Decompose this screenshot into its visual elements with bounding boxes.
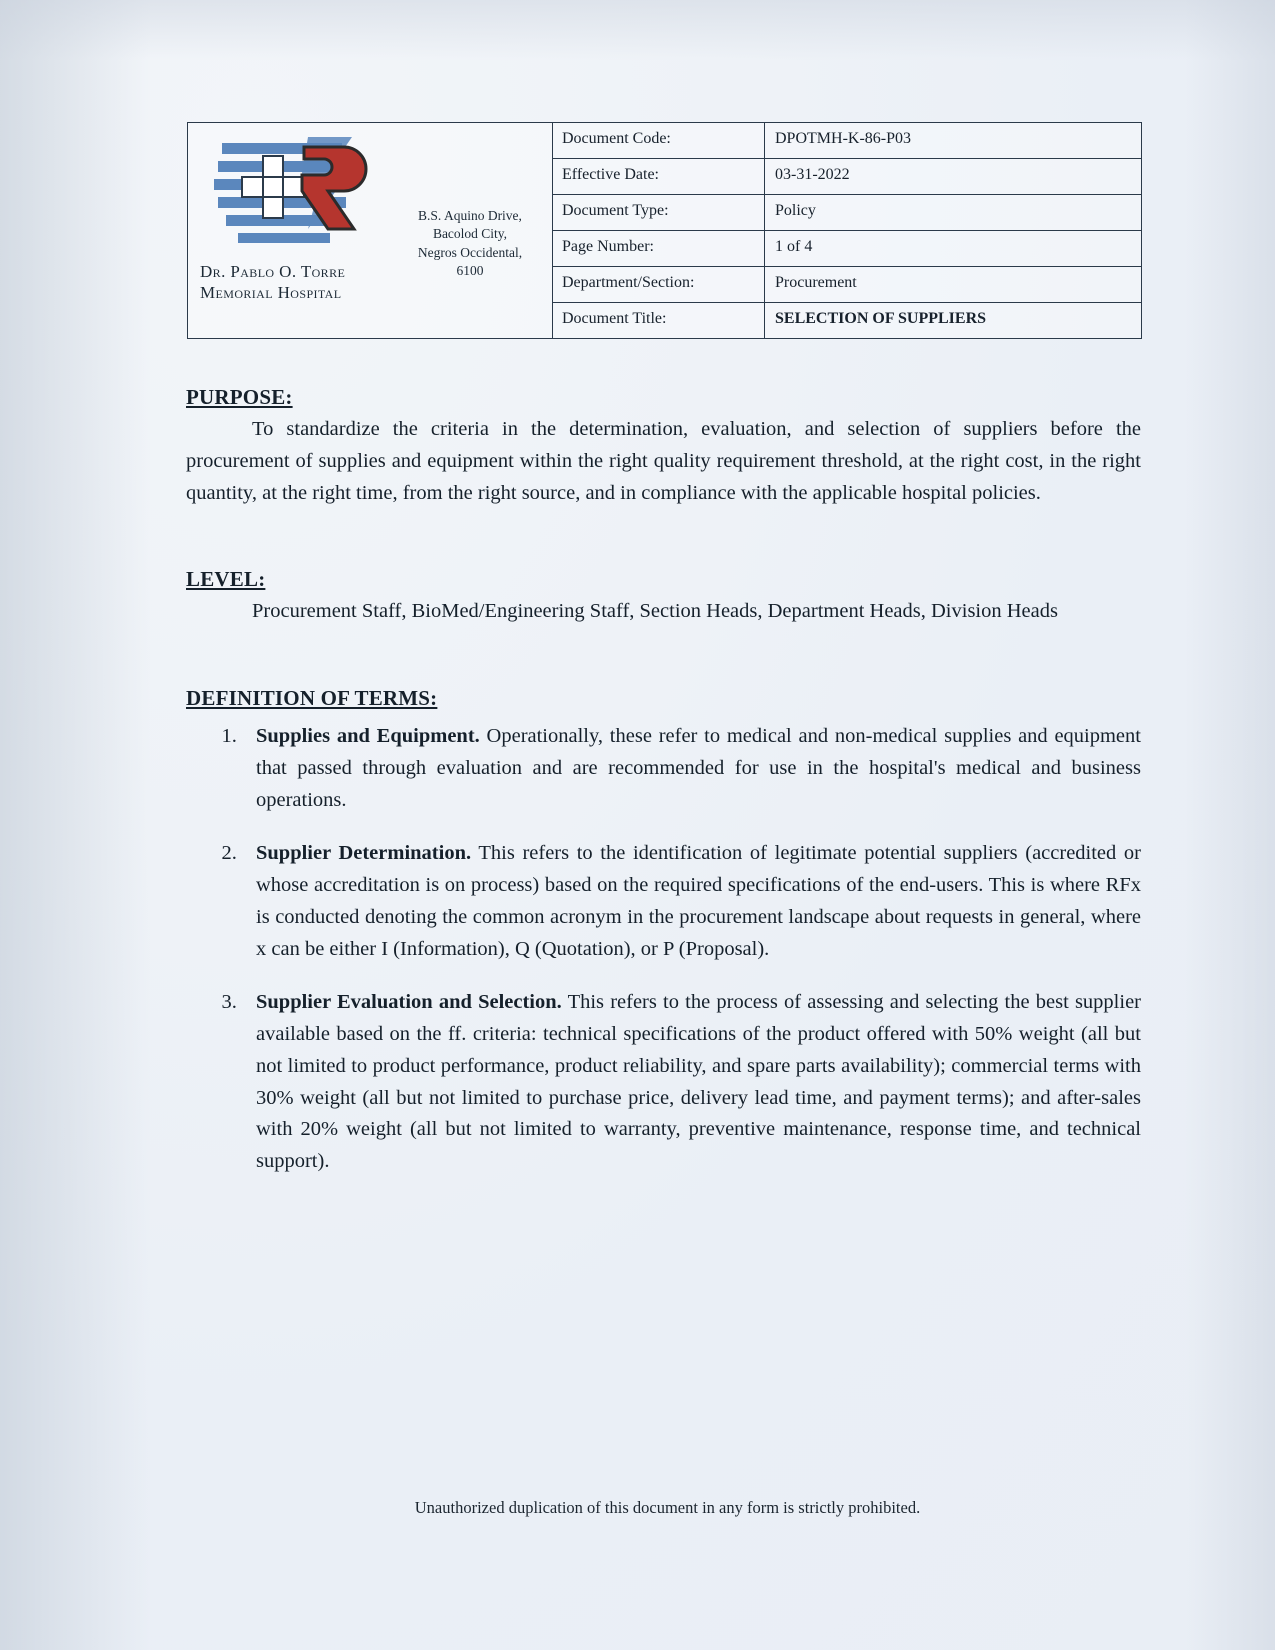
list-item [242,987,1141,1178]
address-line-2: Bacolod City, [432,226,508,242]
footer-text: Unauthorized duplication of this document in any form is strictly prohibited. [414,1498,921,1517]
address-line-1: B.S. Aquino Drive, [418,208,522,224]
document-header-table [187,122,1142,339]
document-footer [0,1498,1275,1518]
section-heading-definition-of-terms: DEFINITION OF TERMS: [186,686,438,711]
meta-value-document-type: Policy [775,202,816,219]
logo-block [194,129,394,304]
table-row [553,303,1141,338]
meta-value-document-code: DPOTMH-K-86-P03 [775,130,911,147]
hospital-name [200,261,394,304]
hospital-name-line1: Dr. Pablo O. Torre [200,262,346,281]
term-name: Supplier Evaluation and Selection. [256,991,562,1014]
meta-label-document-title: Document Title: [553,303,765,338]
list-item [242,838,1141,965]
term-text: This refers to the identification of legitimate potential suppliers (accredited or whose accreditation is on process) based on the required specifications of the end-users. This is where RFx is conducted denoting the common acronym in the procurement landscape about requests in general, where x can be either I (Information), Q (Quotation), or P (Proposal). [256,842,1141,960]
table-row [553,159,1141,195]
term-name: Supplier Determination. [256,842,472,865]
meta-value-effective-date: 03-31-2022 [775,166,850,183]
section-body-purpose: To standardize the criteria in the determination, evaluation, and selection of suppliers before the procurement of supplies and equipment within the right quality requirement threshold, at the right cost, in the right quantity, at the right time, from the right source, and in compliance with the applicable hospital policies. [186,418,1141,504]
meta-label-department-section: Department/Section: [553,267,765,302]
meta-label-document-type: Document Type: [553,195,765,230]
meta-value-document-title: SELECTION OF SUPPLIERS [775,310,987,327]
document-body [186,385,1141,1200]
meta-label-page-number: Page Number: [553,231,765,266]
term-name: Supplies and Equipment. [256,725,480,748]
term-text: Operationally, these refer to medical and non-medical supplies and equipment that passed through evaluation and are recommended for use in the hospital's medical and business operations. [256,725,1141,811]
spacer [186,628,1141,686]
meta-label-effective-date: Effective Date: [553,159,765,194]
table-row [553,195,1141,231]
term-text: This refers to the process of assessing and selecting the best supplier available based on the ff. criteria: technical specifications of the product offered with 50% weight (all but not limited to product performance, product reliability, and spare parts availability); commercial terms with 30% weight (all but not limited to purchase price, delivery lead time, and payment terms); and after-sales with 20% weight (all but not limited to warranty, preventive maintenance, response time, and technical support). [256,991,1141,1173]
spacer [186,509,1141,567]
table-row [553,267,1141,303]
section-heading-purpose: PURPOSE: [186,385,293,409]
definition-of-terms-list [186,721,1141,1178]
table-row [553,231,1141,267]
meta-label-document-code: Document Code: [553,123,765,158]
meta-value-department-section: Procurement [775,274,857,291]
scan-edge-shadow-left [0,0,150,1650]
hospital-address [394,179,546,280]
table-row [553,123,1141,159]
scan-edge-shadow-top [0,0,1275,60]
list-item [242,721,1141,816]
meta-value-page-number: 1 of 4 [775,238,813,255]
header-meta-cell [553,123,1141,338]
hospital-cross-logo-icon [212,129,387,259]
scan-edge-shadow-right [1185,0,1275,1650]
header-logo-cell [188,123,553,338]
hospital-name-line2: Memorial Hospital [200,283,342,303]
section-heading-level: LEVEL: [186,567,266,592]
section-body-level: Procurement Staff, BioMed/Engineering Staff, Section Heads, Department Heads, Division Heads [252,600,1058,623]
address-line-3: Negros Occidental, [417,244,523,260]
address-line-4: 6100 [456,262,484,278]
